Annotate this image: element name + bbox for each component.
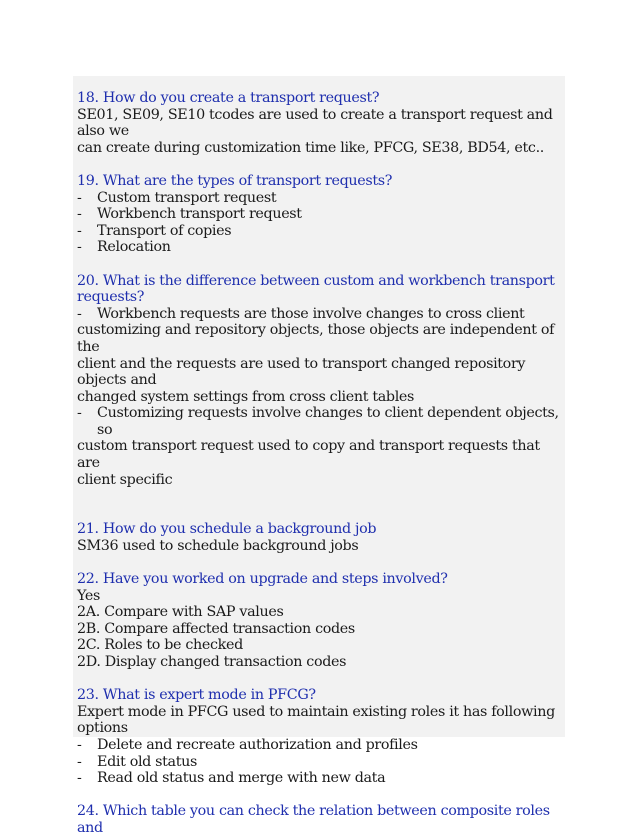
list-item-text: Custom transport request <box>97 189 277 206</box>
document-page <box>73 76 565 836</box>
list-item <box>77 239 563 256</box>
dash-marker: - <box>77 405 82 422</box>
question-23: 23. What is expert mode in PFCG? <box>77 687 316 704</box>
answer-line: client specific <box>77 471 173 488</box>
answer-line: 2D. Display changed transaction codes <box>77 654 347 670</box>
list-item-text: Delete and recreate authorization and profiles <box>97 736 418 753</box>
answer-line: custom transport request used to copy and transport requests that are <box>77 438 540 472</box>
list-item-text: Read old status and merge with new data <box>97 770 386 787</box>
list-item <box>77 206 563 223</box>
dash-marker: - <box>77 189 82 206</box>
question-24: 24. Which table you can check the relation between composite roles and <box>77 803 550 836</box>
question-21: 21. How do you schedule a background job <box>77 521 377 538</box>
list-item <box>77 190 563 207</box>
answer-line: 2A. Compare with SAP values <box>77 604 284 621</box>
list-item-text: Relocation <box>97 239 171 256</box>
dash-marker: - <box>77 206 82 223</box>
answer-line: Yes <box>77 587 100 604</box>
list-item-text: Edit old status <box>97 753 197 770</box>
answer-line: client and the requests are used to transport changed repository objects and <box>77 355 526 389</box>
dash-marker: - <box>77 753 82 770</box>
dash-marker: - <box>77 305 82 322</box>
answer-line: SM36 used to schedule background jobs <box>77 537 359 554</box>
list-item <box>77 306 563 323</box>
answer-line: changed system settings from cross client tables <box>77 388 415 405</box>
dash-marker: - <box>77 222 82 239</box>
question-20: 20. What is the difference between custom and workbench transport <box>77 272 555 289</box>
answer-line: can create during customization time like, PFCG, SE38, BD54, etc.. <box>77 139 544 156</box>
list-item <box>77 223 563 240</box>
question-22: 22. Have you worked on upgrade and steps involved? <box>77 571 448 588</box>
list-item-text: Workbench transport request <box>97 206 302 223</box>
answer-line: Expert mode in PFCG used to maintain existing roles it has following <box>77 703 555 720</box>
answer-line: options <box>77 720 128 737</box>
document-content <box>77 90 563 837</box>
list-item <box>77 770 563 787</box>
answer-line: SE01, SE09, SE10 tcodes are used to create a transport request and also we <box>77 106 553 140</box>
dash-marker: - <box>77 736 82 753</box>
question-20-cont: requests? <box>77 289 145 306</box>
list-item-text: Customizing requests involve changes to client dependent objects, so <box>97 405 559 438</box>
answer-line: 2B. Compare affected transaction codes <box>77 620 355 637</box>
question-18: 18. How do you create a transport request? <box>77 90 380 106</box>
answer-line: customizing and repository objects, those objects are independent of the <box>77 322 555 355</box>
question-19: 19. What are the types of transport requests? <box>77 172 393 189</box>
list-item <box>77 737 563 754</box>
list-item-text: Workbench requests are those involve changes to cross client <box>97 305 525 322</box>
dash-marker: - <box>77 239 82 256</box>
dash-marker: - <box>77 770 82 787</box>
list-item <box>77 754 563 771</box>
list-item <box>77 405 563 438</box>
answer-line: 2C. Roles to be checked <box>77 637 243 654</box>
list-item-text: Transport of copies <box>97 222 232 239</box>
